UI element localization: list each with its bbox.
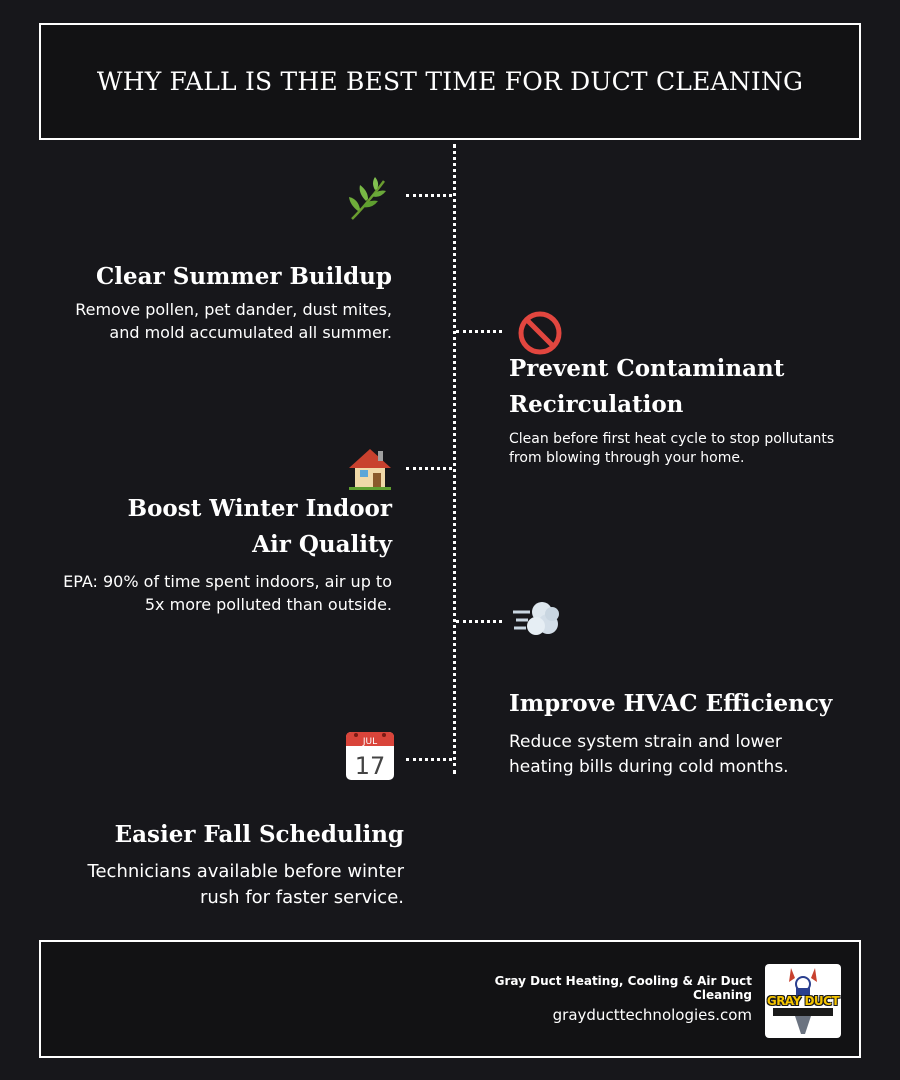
wind-icon: [510, 594, 562, 646]
item-desc-improve-hvac: Reduce system strain and lower heating bills during cold months.: [509, 732, 789, 777]
herb-icon: [342, 173, 394, 225]
calendar-month: JUL: [362, 737, 378, 747]
item-title-improve-hvac: Improve HVAC Efficiency: [509, 690, 833, 717]
item-title-prevent-recirculation: Prevent Contaminant Recirculation: [509, 355, 785, 418]
page-title: WHY FALL IS THE BEST TIME FOR DUCT CLEANING: [96, 67, 804, 96]
connector-2: [456, 330, 502, 333]
calendar-icon: [344, 730, 396, 782]
item-desc-prevent-recirculation: Clean before first heat cycle to stop pollutants from blowing through your home.: [509, 431, 835, 466]
item-title-boost-air-quality: Boost Winter Indoor Air Quality: [127, 495, 392, 558]
item-desc-clear-summer-buildup: Remove pollen, pet dander, dust mites, and mold accumulated all summer.: [75, 300, 392, 342]
timeline-line: [453, 144, 456, 774]
logo-text: GRAY DUCT: [766, 994, 840, 1008]
connector-3: [406, 467, 452, 470]
company-name: Gray Duct Heating, Cooling & Air Duct Cleaning: [494, 974, 752, 1002]
company-website-link[interactable]: grayducttechnologies.com: [552, 1006, 752, 1024]
connector-5: [406, 758, 452, 761]
connector-1: [406, 194, 452, 197]
item-desc-easier-scheduling: Technicians available before winter rush for faster service.: [87, 861, 404, 908]
connector-4: [456, 620, 502, 623]
house-icon: [344, 442, 396, 494]
calendar-day: 17: [354, 752, 386, 780]
company-logo: [765, 964, 841, 1038]
title-banner: [39, 23, 861, 140]
item-desc-boost-air-quality: EPA: 90% of time spent indoors, air up to 5x more polluted than outside.: [63, 572, 392, 614]
footer: [39, 940, 861, 1058]
item-title-easier-scheduling: Easier Fall Scheduling: [114, 821, 404, 848]
item-title-clear-summer-buildup: Clear Summer Buildup: [96, 263, 392, 290]
